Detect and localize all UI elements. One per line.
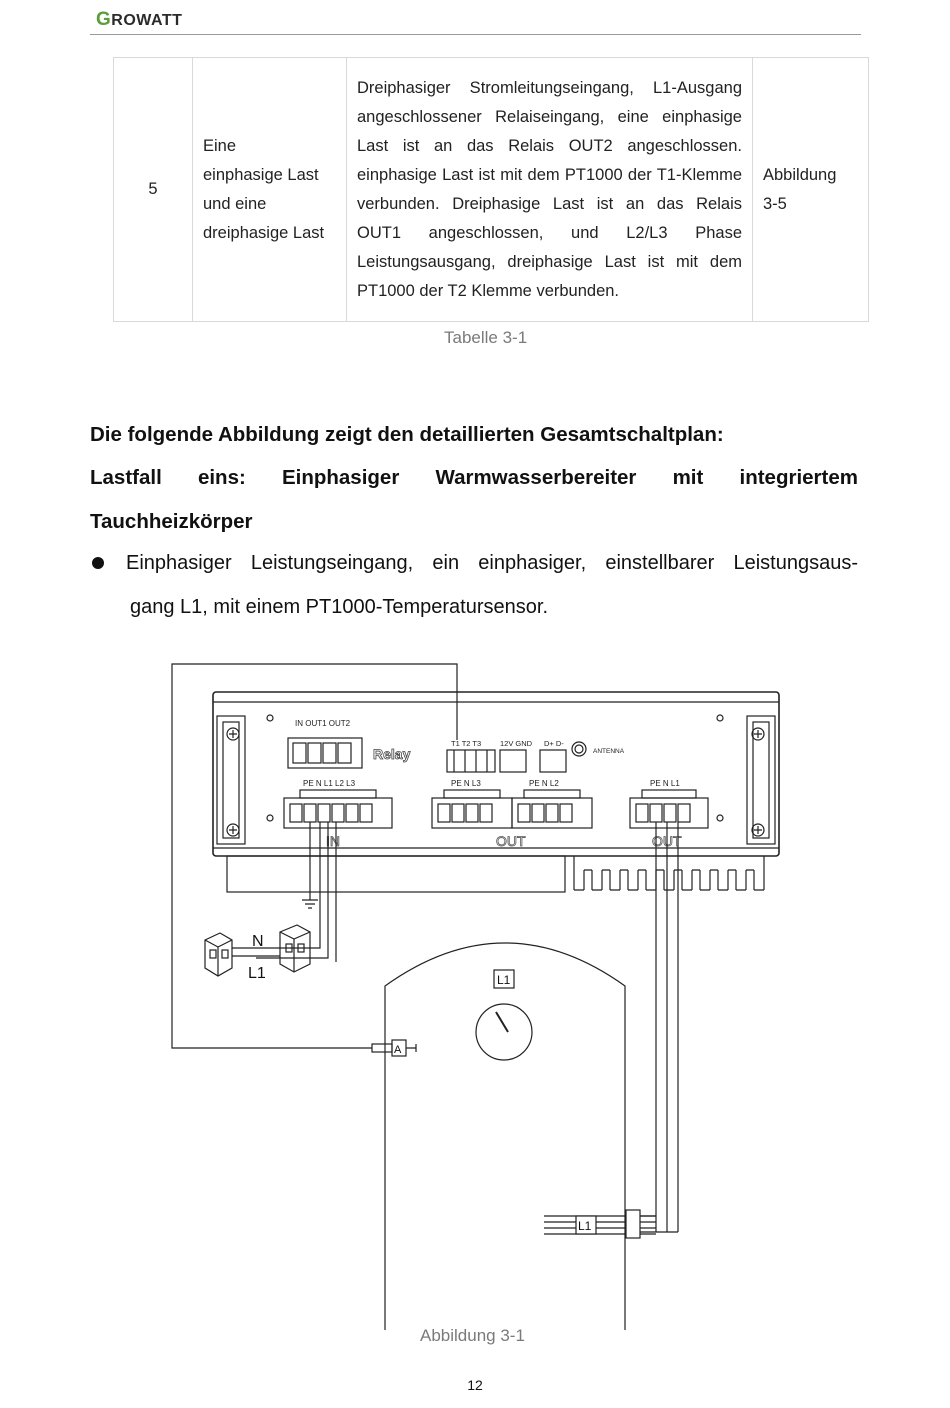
wiring-diagram bbox=[160, 650, 790, 1330]
case-heading-line2: Tauchheizkörper bbox=[90, 510, 253, 533]
growatt-logo: GROWATT bbox=[96, 9, 183, 30]
antenna-icon bbox=[572, 742, 625, 756]
bullet-icon bbox=[92, 557, 104, 569]
power-terminal bbox=[500, 739, 533, 772]
svg-text:PE N L1 L2 L3: PE N L1 L2 L3 bbox=[303, 779, 356, 788]
svg-text:OUT: OUT bbox=[496, 833, 526, 849]
row-name: Eine einphasige Last und eine dreiphasige Last bbox=[193, 58, 347, 322]
out1-terminal bbox=[630, 779, 708, 828]
svg-text:D+ D-: D+ D- bbox=[544, 739, 564, 748]
device-base bbox=[227, 856, 565, 892]
sensor-terminal bbox=[447, 739, 495, 772]
screw-icon bbox=[227, 824, 239, 836]
svg-text:L1: L1 bbox=[497, 973, 511, 987]
figure-caption: Abbildung 3-1 bbox=[420, 1326, 525, 1345]
section-heading: Die folgende Abbildung zeigt den detaillierten Gesamtschaltplan: bbox=[90, 423, 724, 446]
case-heading-line1: Lastfall eins: Einphasiger Warmwasserbereiter mit integriertem bbox=[90, 466, 858, 489]
bullet-line1: Einphasiger Leistungseingang, ein einphasiger, einstellbarer Leistungsaus- bbox=[126, 552, 858, 574]
row-number: 5 bbox=[114, 58, 193, 322]
water-heater-tank bbox=[385, 943, 625, 1330]
table-caption: Tabelle 3-1 bbox=[444, 328, 528, 347]
screw-icon bbox=[227, 728, 239, 740]
inverter-device bbox=[213, 692, 779, 856]
data-terminal bbox=[540, 739, 566, 772]
out2-terminal bbox=[512, 779, 592, 828]
svg-text:L1: L1 bbox=[578, 1219, 592, 1233]
svg-text:T1 T2 T3: T1 T2 T3 bbox=[451, 739, 482, 748]
svg-text:12V GND: 12V GND bbox=[500, 739, 533, 748]
output-wires bbox=[656, 822, 678, 1232]
svg-text:Relay: Relay bbox=[373, 746, 411, 762]
ground-symbol bbox=[302, 822, 318, 908]
heatsink-fins bbox=[574, 856, 764, 890]
svg-text:IN OUT1 OUT2: IN OUT1 OUT2 bbox=[295, 719, 351, 728]
config-table bbox=[113, 57, 869, 322]
breaker-n-label: N bbox=[252, 933, 264, 950]
page-header bbox=[90, 8, 861, 35]
svg-text:PE N L3: PE N L3 bbox=[451, 779, 481, 788]
svg-text:A: A bbox=[394, 1044, 402, 1056]
table-row bbox=[114, 58, 869, 322]
svg-text:PE N L2: PE N L2 bbox=[529, 779, 559, 788]
screw-icon bbox=[752, 824, 764, 836]
in-terminal bbox=[284, 779, 392, 828]
bullet-line2: gang L1, mit einem PT1000-Temperatursensor. bbox=[130, 596, 548, 618]
relay-terminal bbox=[288, 719, 411, 768]
out3-terminal bbox=[432, 779, 512, 828]
row-description: Dreiphasiger Stromleitungseingang, L1-Ausgang angeschlossener Relaiseingang, eine einphasige Last ist an das Relais OUT2 angeschlossen. einphasige Last ist mit dem PT1000 der T1-Klemme verbunden. Dreiphasige Last ist an das Relais OUT1 angeschlossen, und L2/L3 Phase Leistungsausgang, dreiphasige Last ist mit dem PT1000 der T2 Klemme verbunden. bbox=[347, 58, 753, 322]
row-figure-ref: Abbildung 3-5 bbox=[753, 58, 869, 322]
screw-icon bbox=[752, 728, 764, 740]
immersion-heater-icon bbox=[544, 1210, 678, 1238]
breaker-icon bbox=[205, 933, 232, 976]
svg-text:PE N L1: PE N L1 bbox=[650, 779, 680, 788]
breaker-l1-label: L1 bbox=[248, 965, 266, 982]
svg-text:ANTENNA: ANTENNA bbox=[593, 748, 625, 755]
svg-text:IN: IN bbox=[326, 833, 340, 849]
temperature-sensor-icon bbox=[372, 1040, 416, 1056]
page-number: 12 bbox=[467, 1377, 483, 1393]
gauge-icon bbox=[476, 970, 532, 1060]
svg-text:OUT: OUT bbox=[652, 833, 682, 849]
